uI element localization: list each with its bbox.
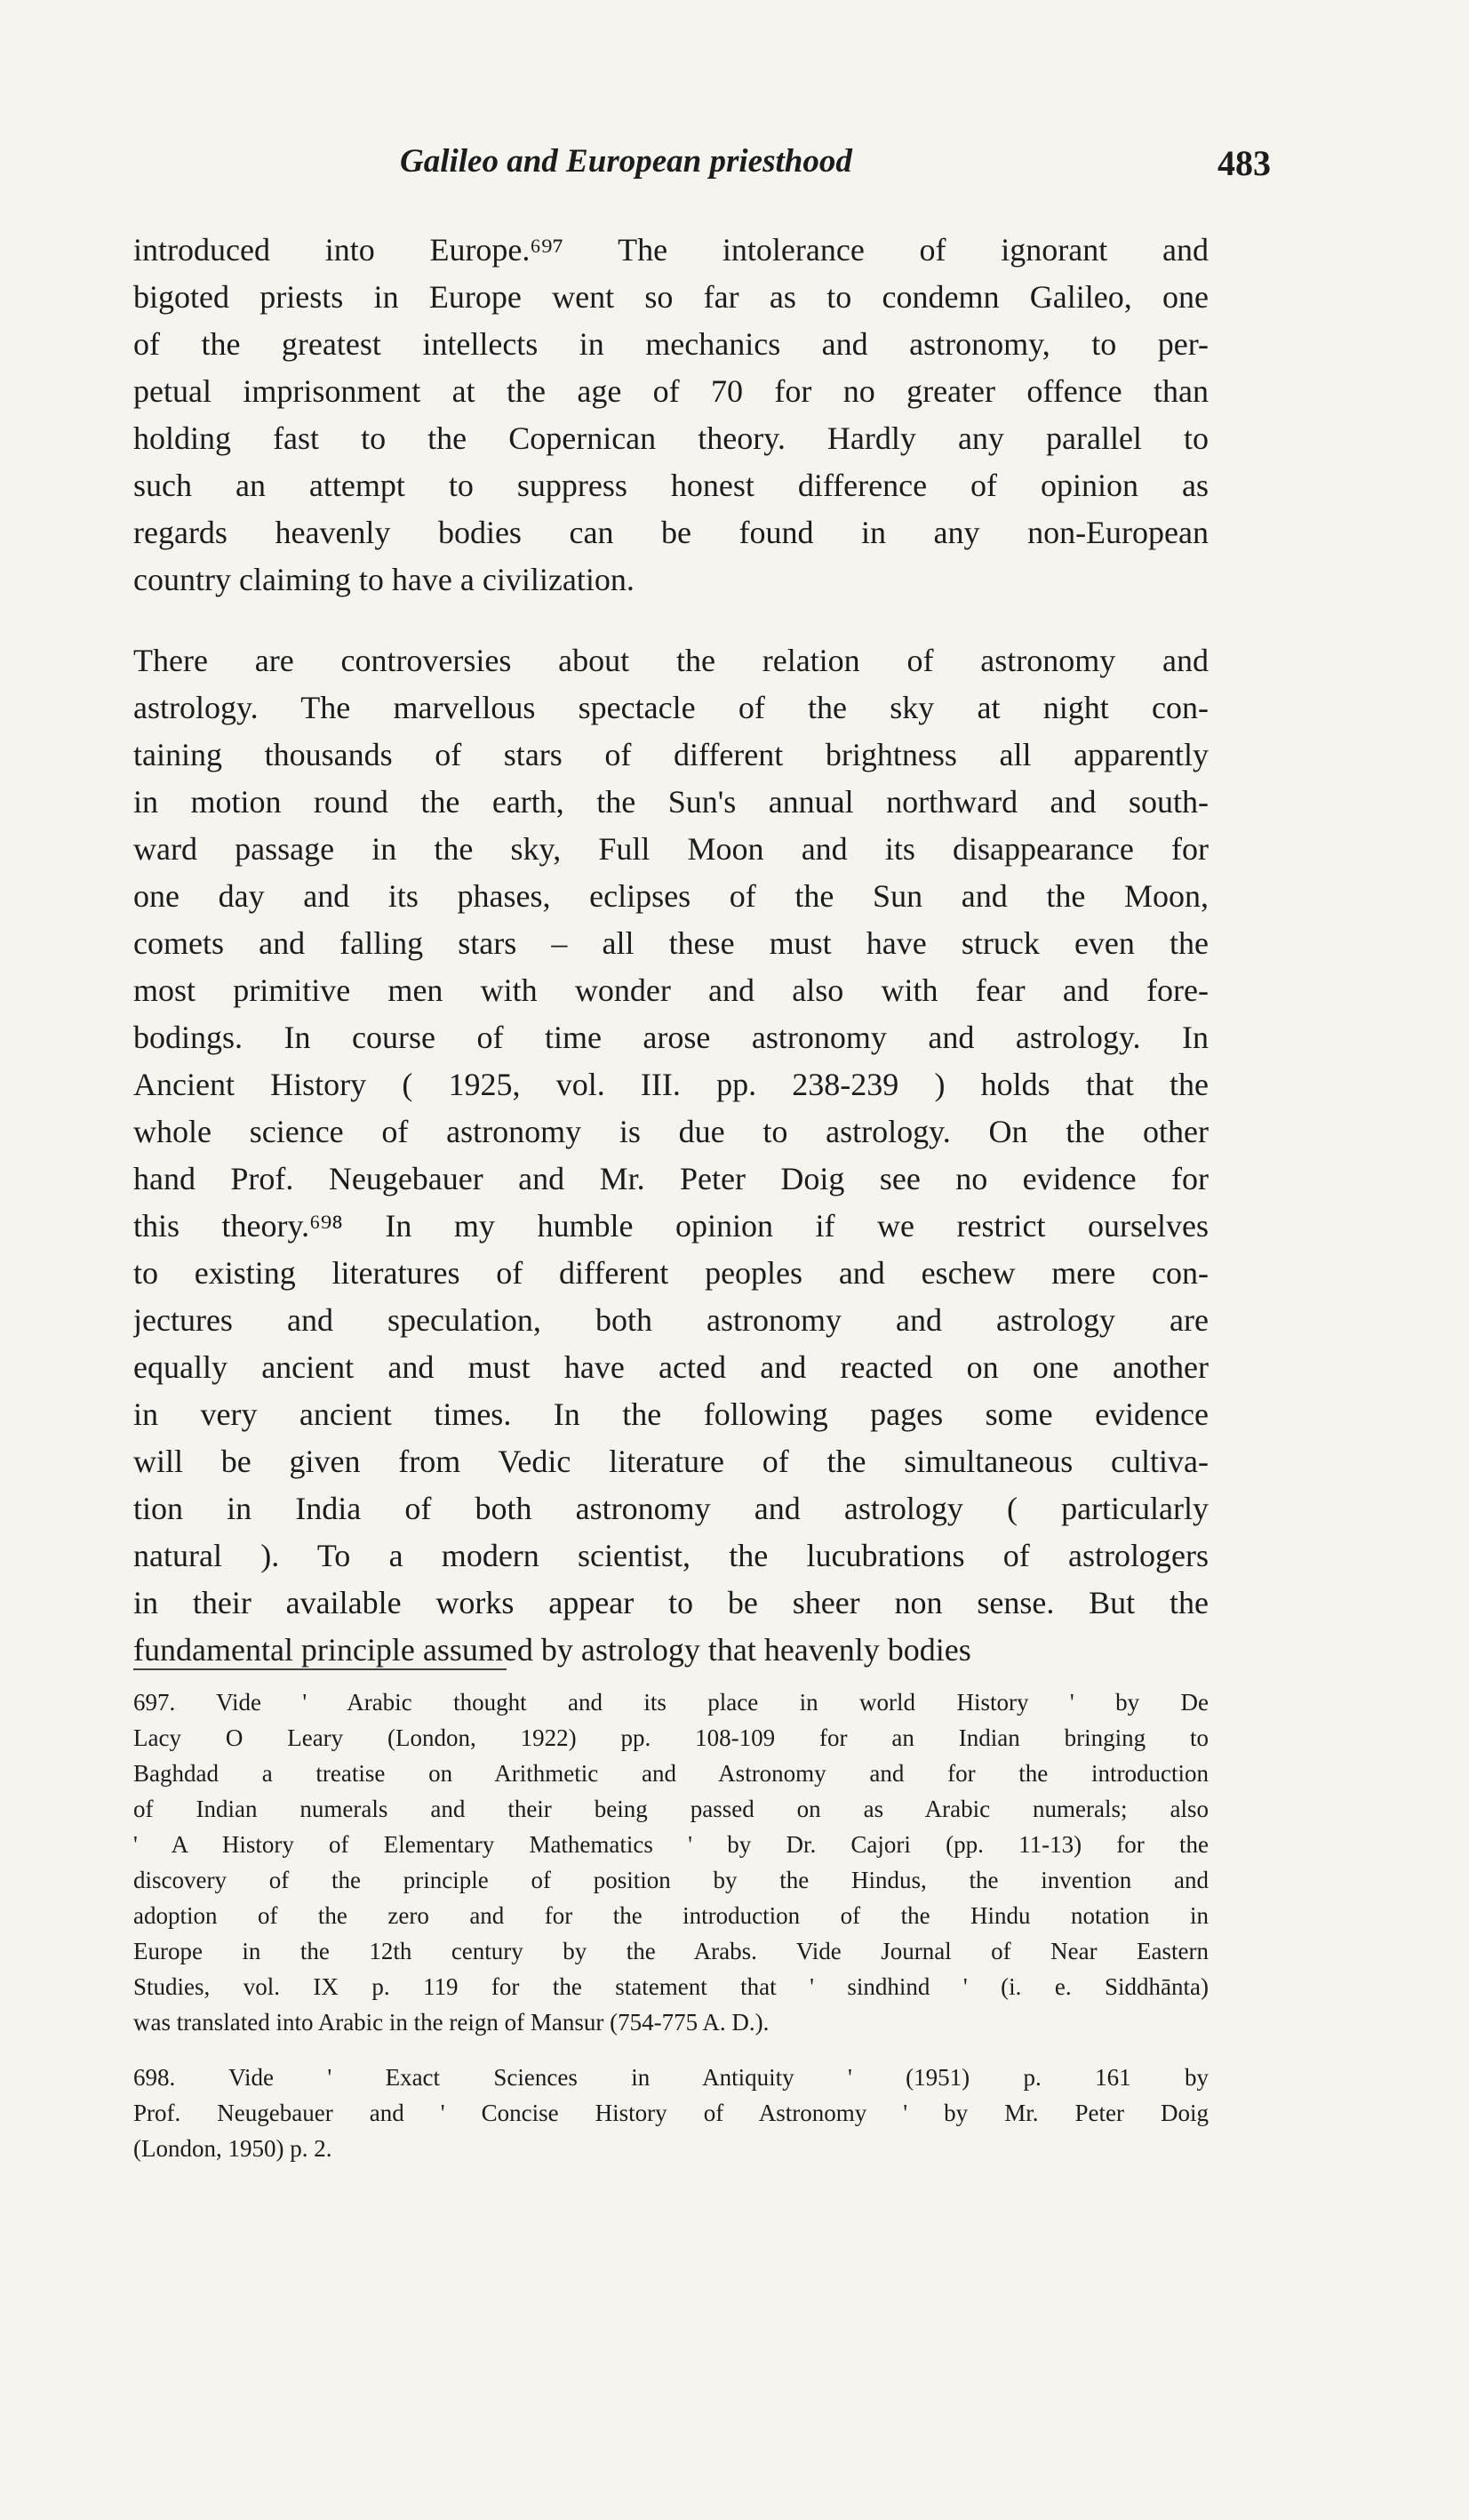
footnote-line: (London, 1950) p. 2.: [133, 2135, 332, 2162]
footnote-line: was translated into Arabic in the reign of Mansur (754-775 A. D.).: [133, 2009, 770, 2036]
footnote: [133, 2060, 1209, 2166]
text-line: taining thousands of stars of different brightness all apparently: [133, 737, 1209, 772]
text-line: country claiming to have a civilization.: [133, 562, 635, 597]
footnote-line: of Indian numerals and their being passed on as Arabic numerals; also: [133, 1796, 1209, 1822]
text-line: Ancient History ( 1925, vol. III. pp. 238-239 ) holds that the: [133, 1067, 1209, 1102]
text-line: one day and its phases, eclipses of the Sun and the Moon,: [133, 878, 1209, 914]
text-line: to existing literatures of different peoples and eschew mere con-: [133, 1255, 1209, 1291]
footnotes: [133, 1684, 1209, 2166]
text-line: holding fast to the Copernican theory. Hardly any parallel to: [133, 420, 1209, 456]
text-line: of the greatest intellects in mechanics and astronomy, to per-: [133, 326, 1209, 362]
body-text: [133, 227, 1209, 1674]
text-line: whole science of astronomy is due to astrology. On the other: [133, 1114, 1209, 1149]
footnote-line: 697. Vide ' Arabic thought and its place in world History ' by De: [133, 1689, 1209, 1716]
text-line: ward passage in the sky, Full Moon and its disappearance for: [133, 831, 1209, 867]
footnote-line: adoption of the zero and for the introduction of the Hindu notation in: [133, 1902, 1209, 1929]
footnote-gap: [133, 2040, 1209, 2060]
text-line: this theory.⁶⁹⁸ In my humble opinion if we restrict ourselves: [133, 1208, 1209, 1244]
text-line: There are controversies about the relation of astronomy and: [133, 643, 1209, 678]
text-line: fundamental principle assumed by astrology that heavenly bodies: [133, 1632, 971, 1668]
text-line: jectures and speculation, both astronomy and astrology are: [133, 1302, 1209, 1338]
footnote-rule: [133, 1668, 507, 1670]
text-line: astrology. The marvellous spectacle of the sky at night con-: [133, 690, 1209, 725]
text-line: hand Prof. Neugebauer and Mr. Peter Doig see no evidence for: [133, 1161, 1209, 1196]
paragraph-gap: [133, 604, 1209, 637]
footnote-line: Studies, vol. IX p. 119 for the statement that ' sindhind ' (i. e. Siddhānta): [133, 1973, 1209, 2000]
text-line: equally ancient and must have acted and reacted on one another: [133, 1349, 1209, 1385]
footnote-line: ' A History of Elementary Mathematics ' by Dr. Cajori (pp. 11-13) for the: [133, 1831, 1209, 1858]
text-line: such an attempt to suppress honest difference of opinion as: [133, 468, 1209, 503]
text-line: in motion round the earth, the Sun's annual northward and south-: [133, 784, 1209, 820]
running-title: Galileo and European priesthood: [400, 143, 852, 180]
text-line: comets and falling stars – all these must have struck even the: [133, 925, 1209, 961]
text-line: introduced into Europe.⁶⁹⁷ The intolerance of ignorant and: [133, 232, 1209, 268]
footnote-line: Baghdad a treatise on Arithmetic and Astronomy and for the introduction: [133, 1760, 1209, 1787]
footnote: [133, 1684, 1209, 2040]
text-line: bodings. In course of time arose astronomy and astrology. In: [133, 1020, 1209, 1055]
text-line: will be given from Vedic literature of the simultaneous cultiva-: [133, 1444, 1209, 1479]
footnote-line: Lacy O Leary (London, 1922) pp. 108-109 for an Indian bringing to: [133, 1724, 1209, 1751]
text-line: tion in India of both astronomy and astrology ( particularly: [133, 1491, 1209, 1526]
footnote-line: 698. Vide ' Exact Sciences in Antiquity ' (1951) p. 161 by: [133, 2064, 1209, 2091]
paragraph: [133, 637, 1209, 1674]
paragraph: [133, 227, 1209, 604]
text-line: regards heavenly bodies can be found in any non-European: [133, 515, 1209, 550]
text-line: most primitive men with wonder and also with fear and fore-: [133, 972, 1209, 1008]
footnote-line: Prof. Neugebauer and ' Concise History of Astronomy ' by Mr. Peter Doig: [133, 2100, 1209, 2126]
footnote-line: discovery of the principle of position by the Hindus, the invention and: [133, 1867, 1209, 1893]
footnote-line: Europe in the 12th century by the Arabs. Vide Journal of Near Eastern: [133, 1938, 1209, 1964]
page-header: [382, 142, 1271, 196]
text-line: petual imprisonment at the age of 70 for no greater offence than: [133, 373, 1209, 409]
text-line: in their available works appear to be sheer non sense. But the: [133, 1585, 1209, 1620]
text-line: natural ). To a modern scientist, the lucubrations of astrologers: [133, 1538, 1209, 1573]
page-number: 483: [1218, 143, 1271, 183]
text-line: bigoted priests in Europe went so far as to condemn Galileo, one: [133, 279, 1209, 315]
text-line: in very ancient times. In the following pages some evidence: [133, 1396, 1209, 1432]
